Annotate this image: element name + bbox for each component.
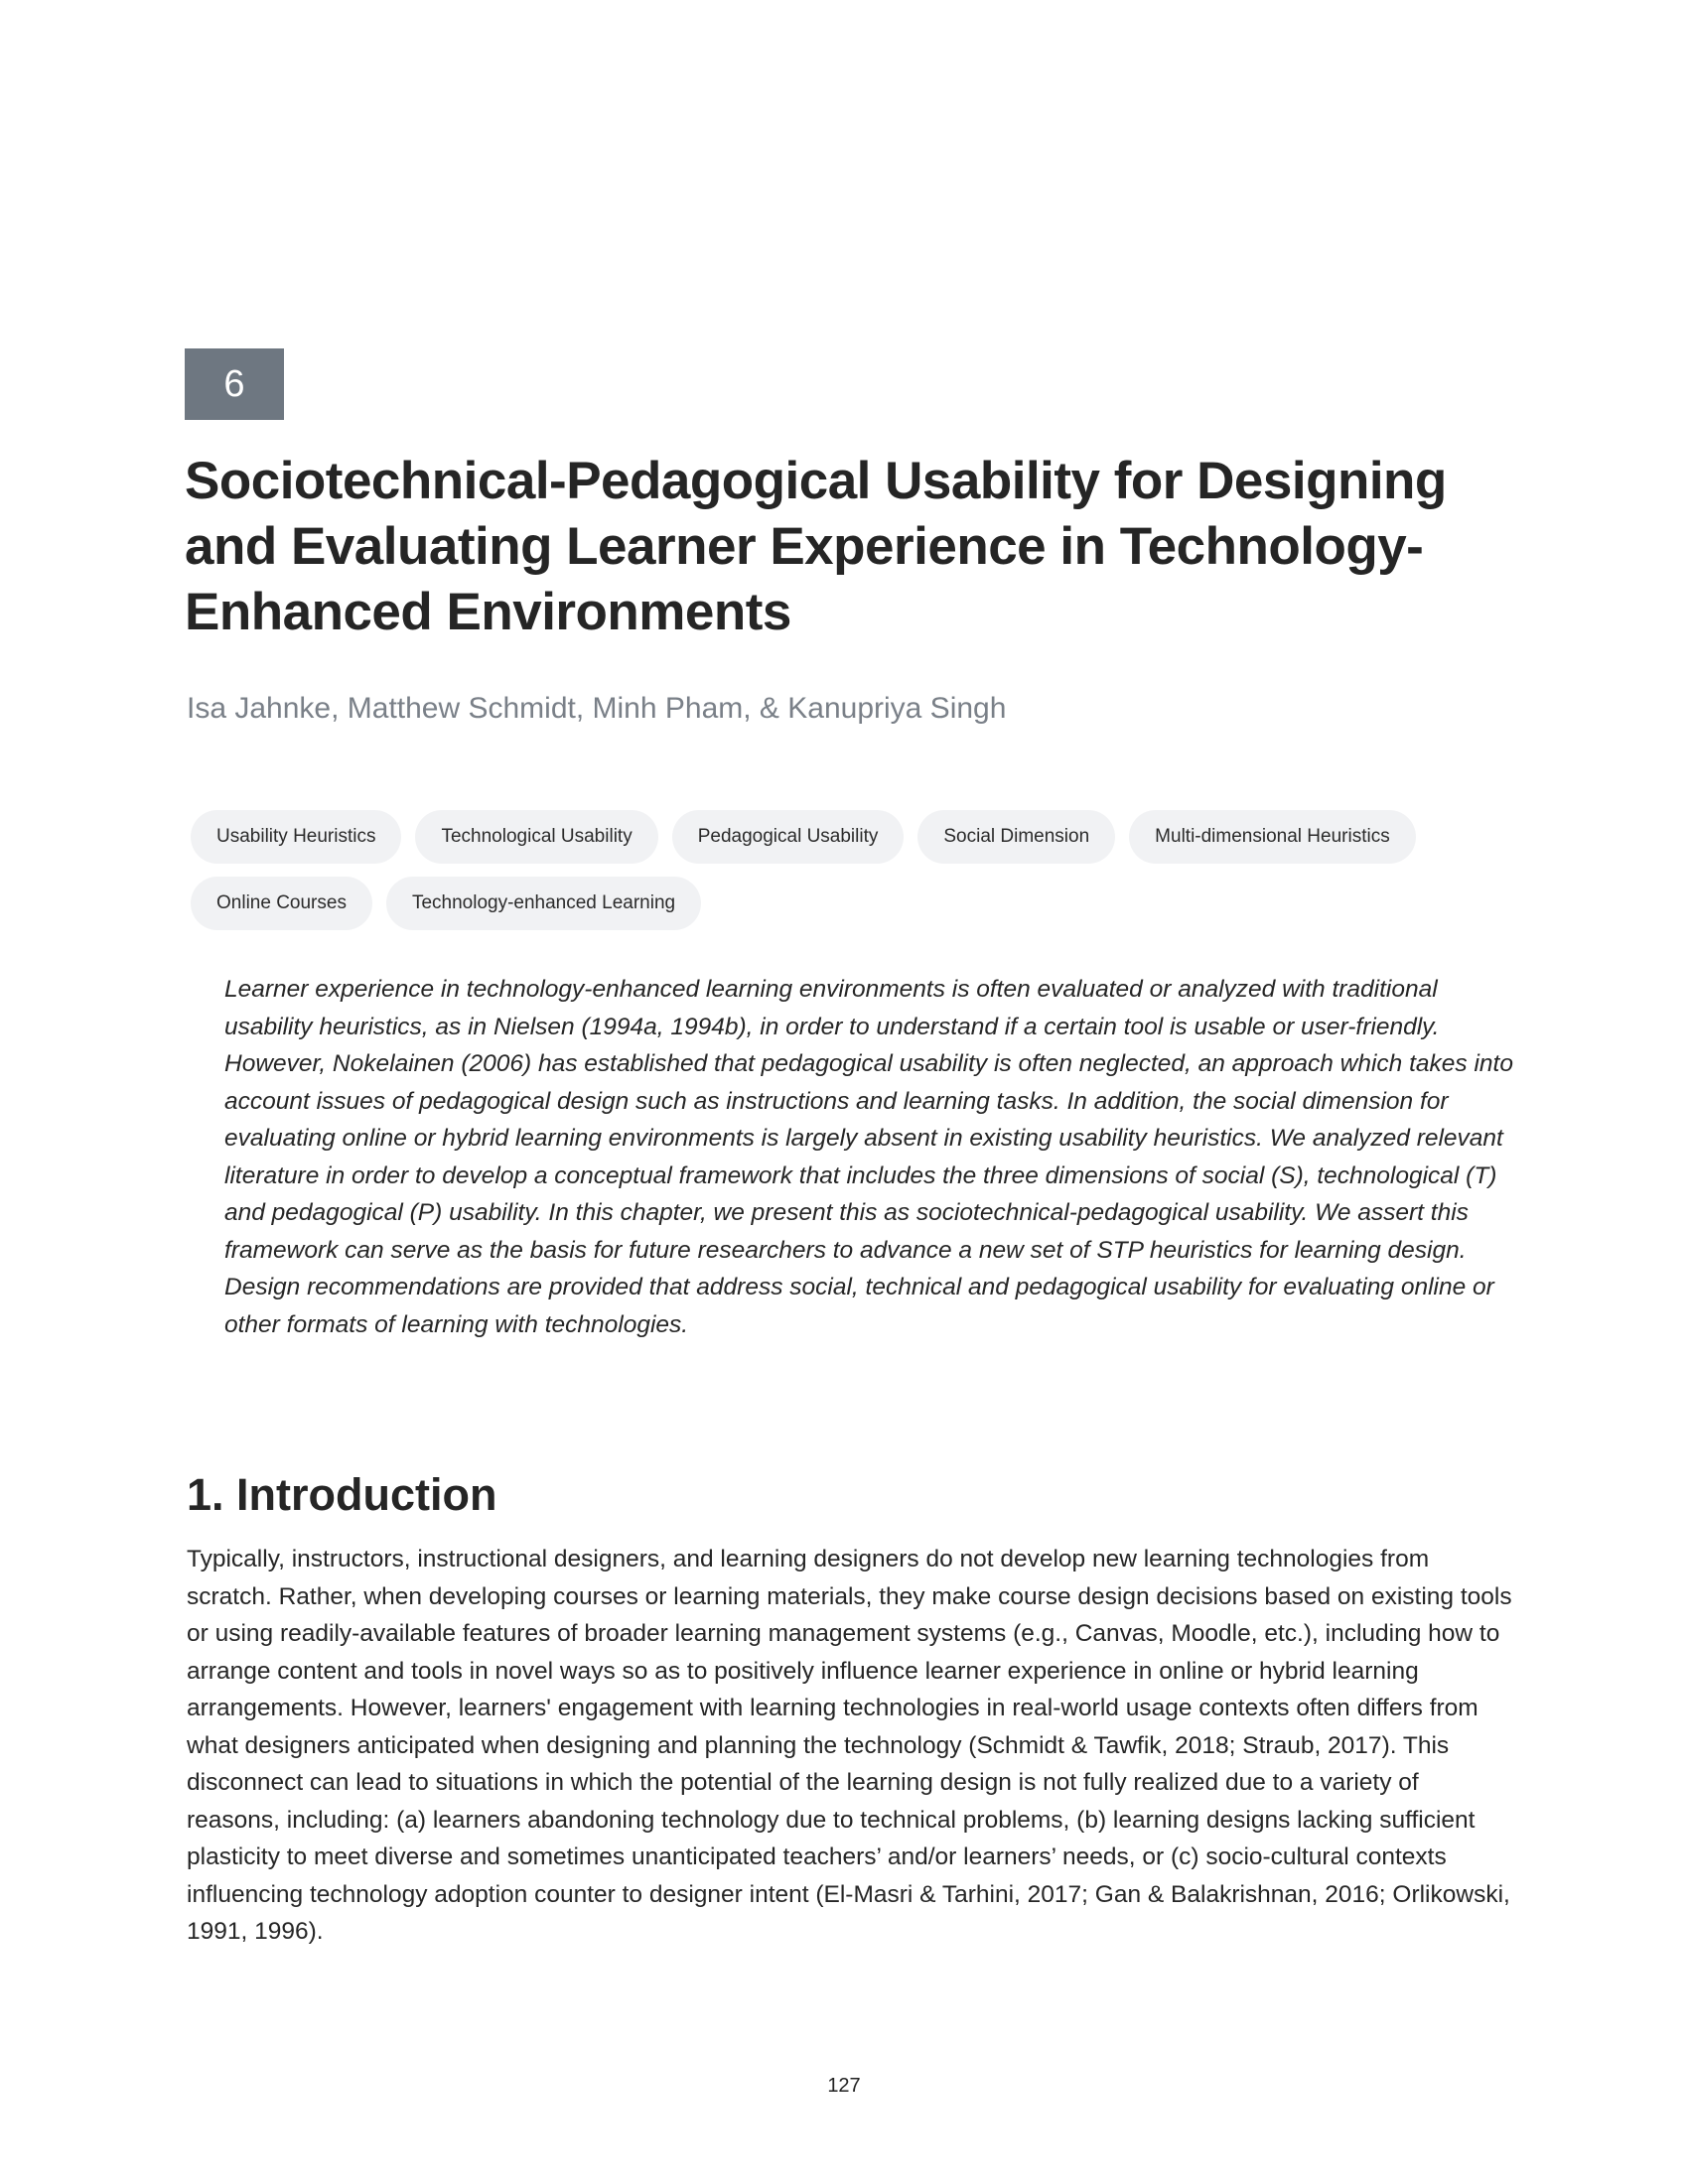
keyword-tag[interactable]: Multi-dimensional Heuristics — [1129, 810, 1416, 864]
keyword-tag[interactable]: Usability Heuristics — [191, 810, 401, 864]
keyword-tag[interactable]: Technology-enhanced Learning — [386, 877, 701, 930]
page-number: 127 — [827, 2075, 861, 2097]
introduction-paragraph: Typically, instructors, instructional designers, and learning designers do not develop new learning technologies from scratch. Rather, when developing courses or learning materials, they make course design decisions based on existing tools or using readily-available features of broader learning management systems (e.g., Canvas, Moodle, etc.), including how to arrange content and tools in novel ways so as to positively influence learner experience in online or hybrid learning arrangements. However, learners' engagement with learning technologies in real-world usage contexts often differs from what designers anticipated when designing and planning the technology (Schmidt & Tawfik, 2018; Straub, 2017). This disconnect can lead to situations in which the potential of the learning design is not fully realized due to a variety of reasons, including: (a) learners abandoning technology due to technical problems, (b) learning designs lacking sufficient plasticity to meet diverse and sometimes unanticipated teachers’ and/or learners’ needs, or (c) socio-cultural contexts influencing technology adoption counter to designer intent (El-Masri & Tarhini, 2017; Gan & Balakrishnan, 2016; Orlikowski, 1991, 1996). — [187, 1546, 1512, 1945]
abstract-text: Learner experience in technology-enhanced learning environments is often evaluated or analyzed with traditional usability heuristics, as in Nielsen (1994a, 1994b), in order to understand if a certain tool is usable or user-friendly. However, Nokelainen (2006) has established that pedagogical usability is often neglected, an approach which takes into account issues of pedagogical design such as instructions and learning tasks. In addition, the social dimension for evaluating online or hybrid learning environments is largely absent in existing usability heuristics. We analyzed relevant literature in order to develop a conceptual framework that includes the three dimensions of social (S), technological (T) and pedagogical (P) usability. In this chapter, we present this as sociotechnical-pedagogical usability. We assert this framework can serve as the basis for future researchers to advance a new set of STP heuristics for learning design. Design recommendations are provided that address social, technical and pedagogical usability for evaluating online or other formats of learning with technologies. — [224, 976, 1513, 1338]
keyword-tag[interactable]: Online Courses — [191, 877, 372, 930]
keyword-list — [191, 810, 1511, 930]
section-heading-introduction: 1. Introduction — [187, 1469, 497, 1520]
keyword-tag[interactable]: Social Dimension — [917, 810, 1115, 864]
chapter-authors: Isa Jahnke, Matthew Schmidt, Minh Pham, & Kanupriya Singh — [187, 692, 1007, 725]
keyword-tag[interactable]: Technological Usability — [415, 810, 657, 864]
chapter-title: Sociotechnical-Pedagogical Usability for Designing and Evaluating Learner Experience in Technology-Enhanced Environments — [185, 452, 1447, 641]
chapter-number-badge: 6 — [185, 348, 284, 420]
keyword-tag[interactable]: Pedagogical Usability — [672, 810, 905, 864]
